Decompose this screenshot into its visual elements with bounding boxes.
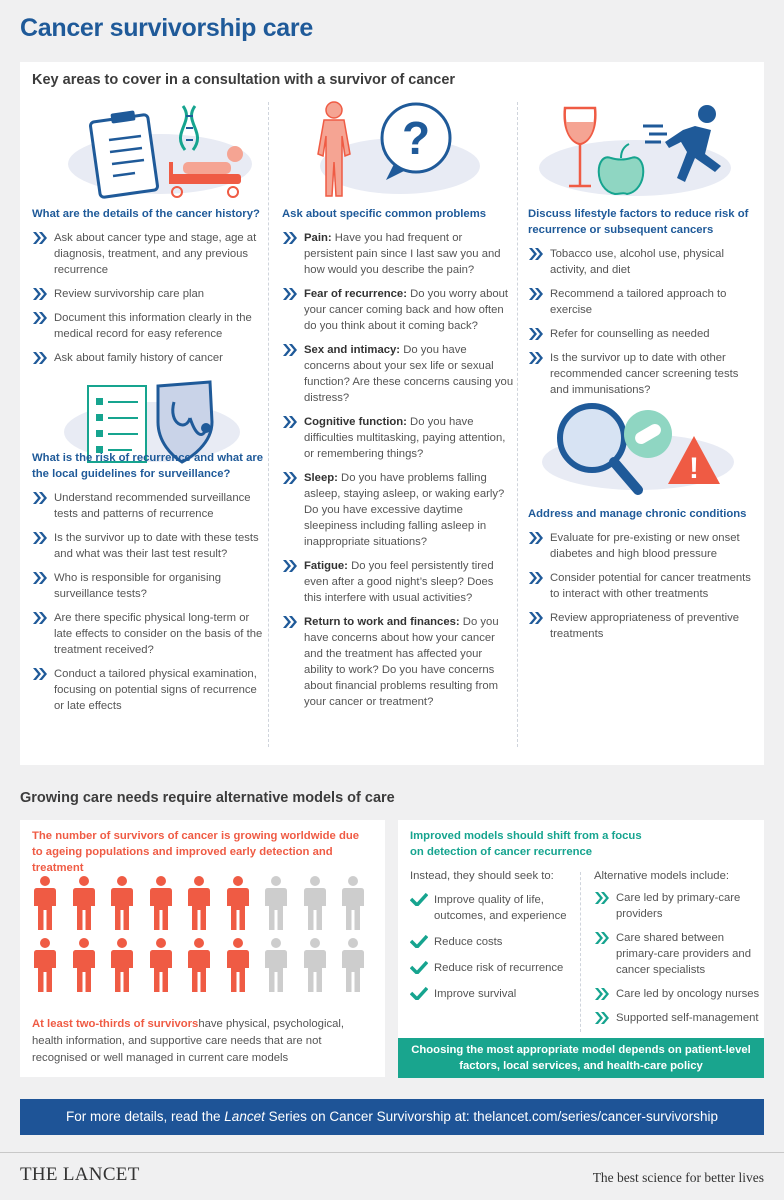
lancet-logo: THE LANCET xyxy=(20,1164,140,1185)
item-text: Improve quality of life, outcomes, and experience xyxy=(434,894,567,922)
alt-heading: Alternative models include: xyxy=(594,870,730,882)
item-text: Do you have concerns about how your cancer and the treatment has affected your ability to work? Do you have concerns about financial problems resulting from your cancer or treatment? xyxy=(304,616,499,708)
chevron-right-icon xyxy=(32,311,48,325)
column-divider xyxy=(268,102,269,747)
two-thirds-highlight: At least two-thirds of survivors xyxy=(32,1018,199,1030)
recurrence-heading: What is the risk of recurrence and what are the local guidelines for surveillance? xyxy=(32,452,264,480)
chevron-right-icon xyxy=(594,891,610,905)
item-text: Ask about family history of cancer xyxy=(54,352,223,364)
models-divider xyxy=(580,872,581,1032)
item-text: Who is responsible for organising surveillance tests? xyxy=(54,572,222,600)
item-text: Improve survival xyxy=(434,988,517,1000)
item-text: Do you have concerns about your sex life or sexual function? Are these concerns causing you distress? xyxy=(304,344,514,404)
list-item xyxy=(528,530,760,562)
item-label: Fear of recurrence: xyxy=(304,288,407,300)
item-text: Review survivorship care plan xyxy=(54,288,205,300)
item-text: Do you have problems falling asleep, staying asleep, or waking early? Do you have excessive daytime sleepiness including falling asleep in inappropriate situations? xyxy=(304,472,505,548)
chevron-right-icon xyxy=(528,611,544,625)
chevron-right-icon xyxy=(528,327,544,341)
models-panel xyxy=(398,820,764,1038)
person-icon xyxy=(227,938,249,992)
tagline: The best science for better lives xyxy=(592,1170,764,1185)
more-details-banner xyxy=(20,1099,764,1135)
list-item xyxy=(528,610,760,642)
column-divider xyxy=(517,102,518,747)
chevron-right-icon xyxy=(528,531,544,545)
item-text: Ask about cancer type and stage, age at diagnosis, treatment, and any previous recurrence xyxy=(54,232,257,276)
chevron-right-icon xyxy=(282,287,298,301)
alt-list xyxy=(594,890,760,1026)
more-journal: Lancet xyxy=(224,1109,265,1124)
chevron-right-icon xyxy=(528,247,544,261)
list-item xyxy=(282,558,514,606)
item-text: Is the survivor up to date with other recommended cancer screening tests and immunisations? xyxy=(550,352,739,396)
chevron-right-icon xyxy=(528,571,544,585)
list-item xyxy=(32,350,267,366)
list-item xyxy=(594,930,760,978)
person-icon xyxy=(188,876,210,930)
list-item xyxy=(32,666,267,714)
item-text: Understand recommended surveillance tests and patterns of recurrence xyxy=(54,492,251,520)
item-text: Care led by primary-care providers xyxy=(616,892,741,920)
item-text: Recommend a tailored approach to exercise xyxy=(550,288,727,316)
more-post: Series on Cancer Survivorship at: thelancet.com/series/cancer-survivorship xyxy=(264,1109,719,1124)
lifestyle-list xyxy=(528,246,760,398)
person-icon xyxy=(111,938,133,992)
chevron-right-icon xyxy=(282,415,298,429)
chevron-right-icon xyxy=(32,611,48,625)
list-item xyxy=(528,350,760,398)
chevron-right-icon xyxy=(32,287,48,301)
item-text: Are there specific physical long-term or late effects to consider on the basis of the treatment received? xyxy=(54,612,263,656)
list-item xyxy=(32,570,267,602)
list-item xyxy=(410,986,580,1002)
list-item xyxy=(410,892,580,924)
person-icon xyxy=(34,938,56,992)
list-item xyxy=(282,614,514,710)
more-pre: For more details, read the xyxy=(65,1109,225,1124)
growth-heading: The number of survivors of cancer is growing worldwide due to ageing populations and improved early detection and treatment xyxy=(32,830,360,874)
item-text: Tobacco use, alcohol use, physical activity, and diet xyxy=(550,248,724,276)
list-item xyxy=(32,530,267,562)
seek-list xyxy=(410,892,580,1002)
person-icon xyxy=(34,876,56,930)
person-icon xyxy=(150,938,172,992)
person-icon xyxy=(304,876,326,930)
list-item xyxy=(594,1010,760,1026)
person-icon xyxy=(150,876,172,930)
chevron-right-icon xyxy=(32,571,48,585)
list-item xyxy=(410,960,580,976)
history-heading: What are the details of the cancer history? xyxy=(32,208,260,220)
check-icon xyxy=(410,960,428,974)
person-icon xyxy=(227,876,249,930)
item-text: Consider potential for cancer treatments to interact with other treatments xyxy=(550,572,751,600)
person-icon xyxy=(73,938,95,992)
growing-heading: Growing care needs require alternative models of care xyxy=(20,790,395,806)
chevron-right-icon xyxy=(528,287,544,301)
seek-heading: Instead, they should seek to: xyxy=(410,870,554,882)
list-item xyxy=(282,414,514,462)
chevron-right-icon xyxy=(32,491,48,505)
chevron-right-icon xyxy=(32,351,48,365)
item-text: Do you have difficulties multitasking, paying attention, or remembering things? xyxy=(304,416,506,460)
item-text: Do you feel persistently tired even after a good night’s sleep? Does this interfere with usual activities? xyxy=(304,560,494,604)
person-icon xyxy=(188,938,210,992)
svg-text:?: ? xyxy=(401,112,431,164)
chevron-right-icon xyxy=(282,231,298,245)
person-icon xyxy=(73,876,95,930)
person-icon xyxy=(265,876,287,930)
problems-list xyxy=(282,230,514,710)
item-text: Is the survivor up to date with these tests and what was their last test result? xyxy=(54,532,259,560)
footer-divider xyxy=(0,1152,784,1153)
list-item xyxy=(282,342,514,406)
problems-heading: Ask about specific common problems xyxy=(282,208,487,220)
item-text: Document this information clearly in the medical record for easy reference xyxy=(54,312,252,340)
person-icon xyxy=(342,938,364,992)
item-text: Refer for counselling as needed xyxy=(550,328,710,340)
chevron-right-icon xyxy=(32,231,48,245)
page-title: Cancer survivorship care xyxy=(20,14,313,42)
growth-body-text: have physical, psychological, health information, and supportive care needs that are not recognised or well managed in current care models xyxy=(32,1018,345,1064)
item-text: Do you worry about your cancer coming back and how often do you think about it coming back? xyxy=(304,288,509,332)
chevron-right-icon xyxy=(282,559,298,573)
item-text: Care shared between primary-care providers and cancer specialists xyxy=(616,932,751,976)
list-item xyxy=(528,570,760,602)
chevron-right-icon xyxy=(32,531,48,545)
key-areas-heading: Key areas to cover in a consultation with a survivor of cancer xyxy=(32,72,456,88)
item-text: Conduct a tailored physical examination, focusing on potential signs of recurrence or late effects xyxy=(54,668,257,712)
chevron-right-icon xyxy=(528,351,544,365)
item-label: Sex and intimacy: xyxy=(304,344,401,356)
choosing-banner: Choosing the most appropriate model depends on patient-level factors, local services, and health-care policy xyxy=(398,1038,764,1078)
list-item xyxy=(32,490,267,522)
chevron-right-icon xyxy=(594,987,610,1001)
list-item xyxy=(528,326,760,342)
list-item xyxy=(528,246,760,278)
item-label: Fatigue: xyxy=(304,560,348,572)
growth-panel xyxy=(20,820,385,1077)
chronic-heading: Address and manage chronic conditions xyxy=(528,508,747,520)
item-text: Review appropriateness of preventive treatments xyxy=(550,612,740,640)
growth-body xyxy=(32,1016,372,1067)
key-areas-panel xyxy=(20,62,764,765)
item-label: Sleep: xyxy=(304,472,338,484)
item-text: Supported self-management xyxy=(616,1012,759,1024)
person-icon xyxy=(111,876,133,930)
check-icon xyxy=(410,934,428,948)
person-icon xyxy=(342,876,364,930)
recurrence-list xyxy=(32,490,267,714)
list-item xyxy=(32,286,267,302)
list-item xyxy=(282,470,514,550)
chevron-right-icon xyxy=(594,931,610,945)
list-item xyxy=(32,310,267,342)
person-icon xyxy=(304,938,326,992)
item-text: Reduce risk of recurrence xyxy=(434,962,564,974)
chevron-right-icon xyxy=(594,1011,610,1025)
lifestyle-heading: Discuss lifestyle factors to reduce risk of recurrence or subsequent cancers xyxy=(528,208,749,236)
history-list xyxy=(32,230,267,366)
item-label: Return to work and finances: xyxy=(304,616,460,628)
item-text: Evaluate for pre-existing or new onset diabetes and high blood pressure xyxy=(550,532,740,560)
item-text: Reduce costs xyxy=(434,936,503,948)
svg-text:!: ! xyxy=(689,452,699,485)
item-label: Cognitive function: xyxy=(304,416,407,428)
list-item xyxy=(32,610,267,658)
models-heading: Improved models should shift from a focus on detection of cancer recurrence xyxy=(410,830,642,858)
list-item xyxy=(528,286,760,318)
check-icon xyxy=(410,986,428,1000)
list-item xyxy=(594,986,760,1002)
item-text: Have you had frequent or persistent pain since I last saw you and how would you describe the pain? xyxy=(304,232,501,276)
chevron-right-icon xyxy=(282,615,298,629)
chronic-list xyxy=(528,530,760,642)
person-icon xyxy=(265,938,287,992)
list-item xyxy=(32,230,267,278)
item-text: Care led by oncology nurses xyxy=(616,988,760,1000)
item-label: Pain: xyxy=(304,232,332,244)
list-item xyxy=(282,230,514,278)
chevron-right-icon xyxy=(32,667,48,681)
chevron-right-icon xyxy=(282,471,298,485)
list-item xyxy=(594,890,760,922)
list-item xyxy=(282,286,514,334)
list-item xyxy=(410,934,580,950)
check-icon xyxy=(410,892,428,906)
magnifier-pills-warning-illustration xyxy=(538,398,738,498)
chevron-right-icon xyxy=(282,343,298,357)
